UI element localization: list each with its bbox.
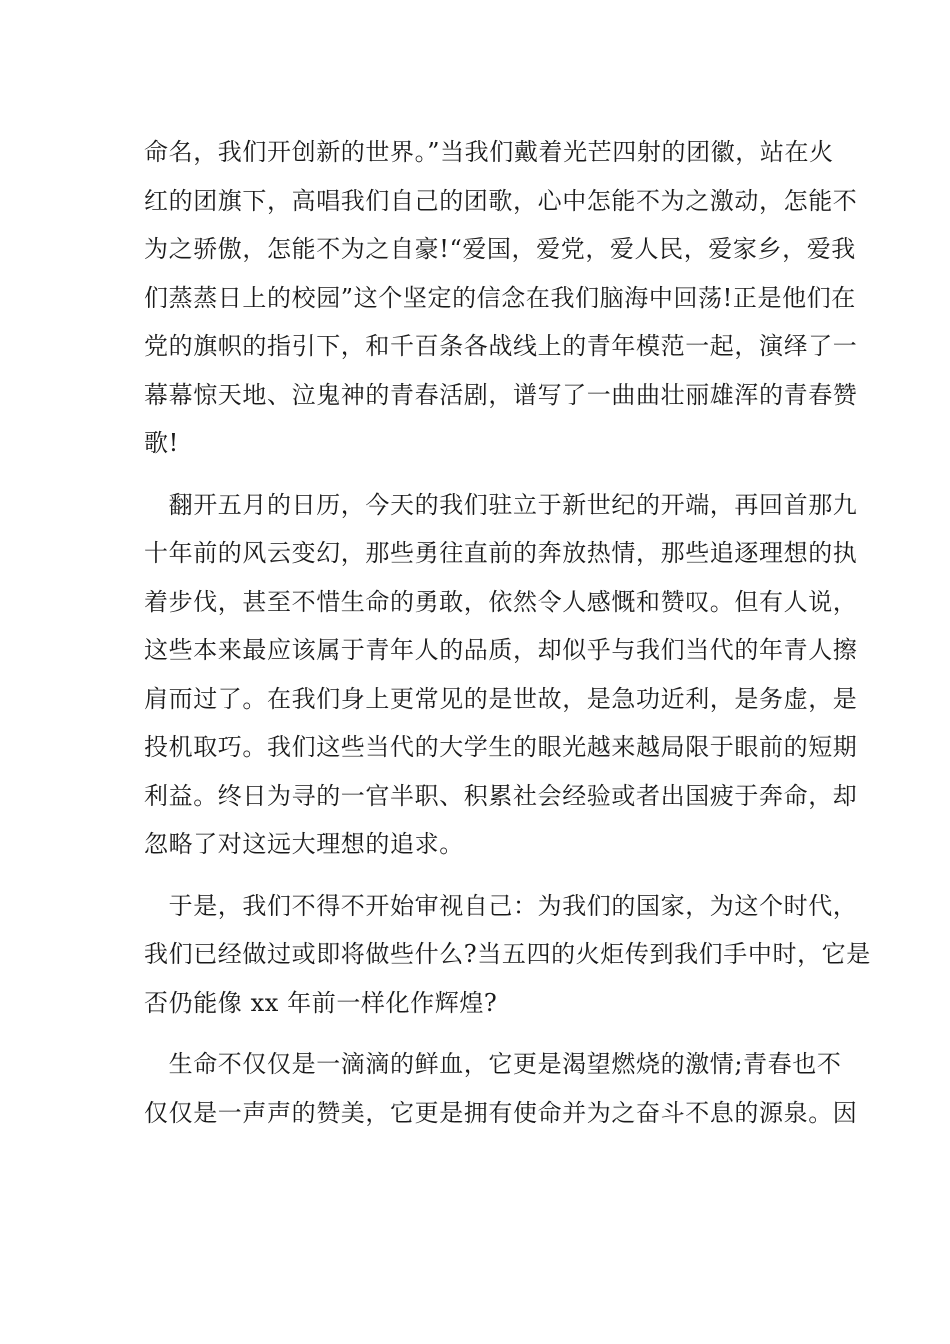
text-line: 十年前的风云变幻，那些勇往直前的奔放热情，那些追逐理想的执 [144,539,858,567]
text-line: 着步伐，甚至不惜生命的勇敢，依然令人感慨和赞叹。但有人说， [144,587,858,616]
text-line: 为之骄傲，怎能不为之自豪!“爱国，爱党，爱人民，爱家乡，爱我 [144,235,856,263]
paragraph-1 [144,128,858,468]
paragraph-4 [144,1040,858,1137]
text-line: 党的旗帜的指引下，和千百条各战线上的青年模范一起，演绎了一 [144,332,858,360]
paragraph-3 [144,882,871,1028]
paragraph-2 [144,481,858,869]
text-line: 仅仅是一声声的赞美，它更是拥有使命并为之奋斗不息的源泉。因 [144,1098,858,1127]
text-line: 们蒸蒸日上的校园”这个坚定的信念在我们脑海中回荡!正是他们在 [144,283,856,312]
text-line: 这些本来最应该属于青年人的品质，却似乎与我们当代的年青人擦 [144,636,858,664]
text-line: 于是，我们不得不开始审视自己：为我们的国家，为这个时代， [144,891,858,920]
text-line: 生命不仅仅是一滴滴的鲜血，它更是渴望燃烧的激情;青春也不 [144,1050,842,1078]
body-text [144,128,871,1150]
text-line: 红的团旗下，高唱我们自己的团歌，心中怎能不为之激动，怎能不 [144,186,858,215]
text-line: 投机取巧。我们这些当代的大学生的眼光越来越局限于眼前的短期 [144,733,858,761]
text-line: 忽略了对这远大理想的追求。 [144,830,464,858]
text-line: 肩而过了。在我们身上更常见的是世故，是急功近利，是务虚，是 [144,684,858,713]
text-line: 翻开五月的日历，今天的我们驻立于新世纪的开端，再回首那九 [144,490,858,519]
text-line: 否仍能像 xx 年前一样化作辉煌? [144,988,498,1017]
text-line: 歌! [144,429,179,457]
text-line: 命名，我们开创新的世界。”当我们戴着光芒四射的团徽，站在火 [144,138,834,166]
text-line: 我们已经做过或即将做些什么?当五四的火炬传到我们手中时，它是 [144,940,871,968]
text-line: 利益。终日为寻的一官半职、积累社会经验或者出国疲于奔命，却 [144,781,858,810]
text-line: 幕幕惊天地、泣鬼神的青春活剧，谱写了一曲曲壮丽雄浑的青春赞 [144,380,858,409]
